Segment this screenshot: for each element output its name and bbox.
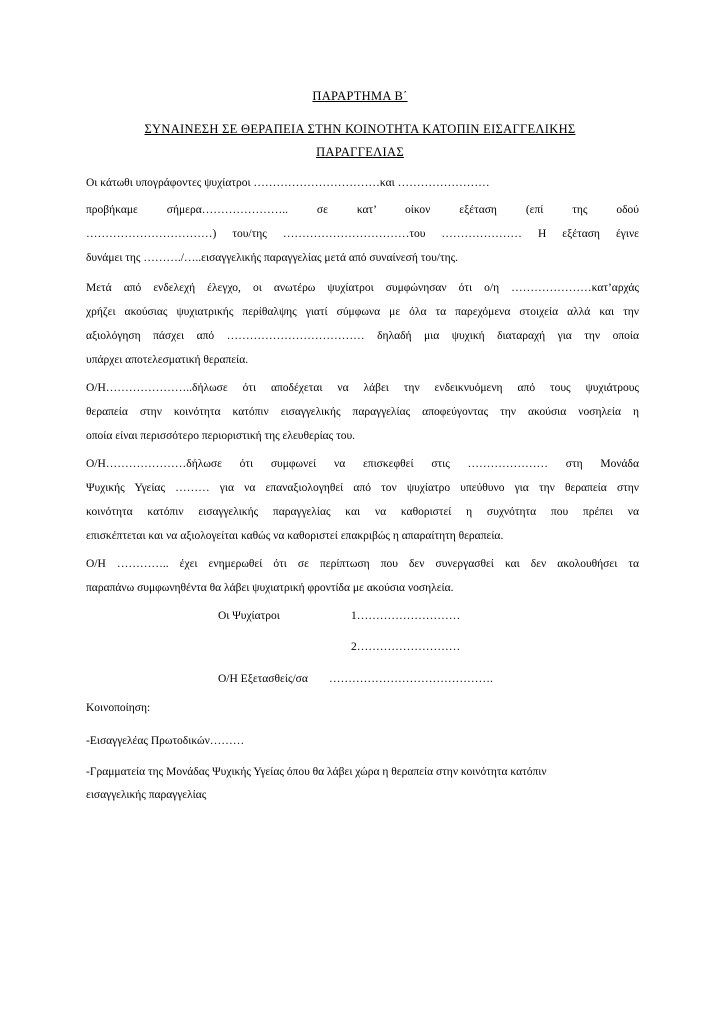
assessment-paragraph [86,276,639,372]
acceptance-paragraph [86,376,639,448]
recipient-secretariat-line2: εισαγγελικής παραγγελίας [86,789,207,801]
paragraph-line: Ο/Η ………….. έχει ενημερωθεί ότι σε περίπτωση που δεν συνεργασθεί και δεν ακολουθήσει τα [86,558,639,570]
paragraph-line: κοινότητα κατόπιν εισαγγελικής παραγγελίας και να καθοριστεί η συχνότητα που πρέπει να [86,506,639,518]
paragraph-line: οποία είναι περισσότερο περιοριστική της ελευθερίας του. [86,430,356,442]
psychiatrists-label: Οι Ψυχίατροι [218,610,280,622]
paragraph-line: αξιολόγηση πάσχει από ……………………………… δηλαδή μια ψυχική διαταραχή για την οποία [86,330,639,342]
visit-agreement-paragraph [86,452,639,548]
signature-line-2: 2……………………… [351,641,461,653]
paragraph-line: θεραπεία στην κοινότητα κατόπιν εισαγγελικής παραγγελίας αποφεύγοντας την ακούσια νοσηλεία η [86,406,639,418]
paragraph-line: Ο/Η…………………δήλωσε ότι συμφωνεί να επισκεφθεί στις ………………… στη Μονάδα [86,458,639,470]
examinee-signature-line: ……………………………………. [329,673,493,685]
paragraph-line: επισκέπτεται και να αξιολογείται καθώς να καθοριστεί επακριβώς η απαραίτητη θεραπεία. [86,530,504,542]
notification-label: Κοινοποίηση: [86,702,151,714]
document-heading-line1: ΣΥΝΑΙΝΕΣΗ ΣΕ ΘΕΡΑΠΕΙΑ ΣΤΗΝ ΚΟΙΝΟΤΗΤΑ ΚΑΤΟΠΙΝ ΕΙΣΑΓΓΕΛΙΚΗΣ [144,122,576,136]
annex-title: ΠΑΡΑΡΤΗΜΑ Β΄ [312,89,408,103]
examination-paragraph [86,198,639,270]
paragraph-line: παραπάνω συμφωνηθέντα θα λάβει ψυχιατρική φροντίδα με ακούσια νοσηλεία. [86,582,454,594]
paragraph-line: Ψυχικής Υγείας ……… για να επαναξιολογηθεί από τον ψυχίατρο υπεύθυνο για την θεραπεία στην [86,482,639,494]
paragraph-line: Ο/Η…………………..δήλωσε ότι αποδέχεται να λάβει την ενδεικνυόμενη από τους ψυχιάτρους [86,382,639,394]
paragraph-line: ……………………………) του/της ……………………………του ………………… Η εξέταση έγινε [86,228,639,240]
paragraph-line: δυνάμει της ………./…..εισαγγελικής παραγγελίας μετά από συναίνεσή του/της. [86,252,459,264]
paragraph-line: υπάρχει αποτελεσματική θεραπεία. [86,354,249,366]
paragraph-line: χρήζει ακούσιας ψυχιατρικής περίθαλψης γιατί σύμφωνα με όλα τα παρεχόμενα στοιχεία αλλά και την [86,306,639,318]
paragraph-line: προβήκαμε σήμερα………………….. σε κατ’ οίκον εξέταση (επί της οδού [86,204,639,216]
recipient-prosecutor: -Εισαγγελέας Πρωτοδικών……… [86,735,245,747]
intro-line: Οι κάτωθι υπογράφοντες ψυχίατροι ……………………………και …………………… [86,177,490,189]
signature-line-1: 1……………………… [351,610,461,622]
recipient-secretariat-line1: -Γραμματεία της Μονάδας Ψυχικής Υγείας όπου θα λάβει χώρα η θεραπεία στην κοινότητα κατόπιν [86,766,547,778]
examinee-label: Ο/Η Εξετασθείς/σα [218,673,308,685]
paragraph-line: Μετά από ενδελεχή έλεγχο, οι ανωτέρω ψυχίατροι συμφώνησαν ότι ο/η …………………κατ’αρχάς [86,282,639,294]
warning-paragraph [86,552,639,600]
document-heading-line2: ΠΑΡΑΓΓΕΛΙΑΣ [316,145,404,159]
